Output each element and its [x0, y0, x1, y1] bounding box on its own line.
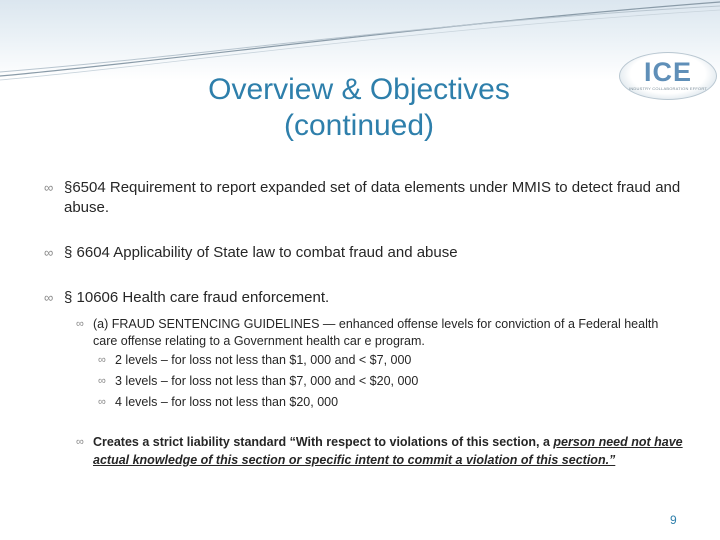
level-text: 2 levels – for loss not less than $1, 000 and < $7, 000: [115, 353, 412, 367]
slide-title: [150, 72, 568, 144]
slide-title-line2: (continued): [283, 109, 435, 142]
ice-logo: [619, 52, 717, 100]
bullet-text: § 10606 Health care fraud enforcement.: [64, 289, 330, 306]
sub-bullet-liability: [76, 434, 686, 469]
sub-bullet-text: (a) FRAUD SENTENCING GUIDELINES — enhanced offense levels for conviction of a Federal health care offense relating to a Government health car e program.: [93, 317, 659, 348]
bullet-6504: [44, 178, 684, 218]
page-number: 9: [670, 513, 677, 527]
infinity-bullet-icon: ∞: [98, 375, 106, 387]
bullet-text: §6504 Requirement to report expanded set of data elements under MMIS to detect fraud and abuse.: [64, 179, 681, 216]
sub-bullet-sentencing: [76, 316, 686, 350]
infinity-bullet-icon: ∞: [76, 436, 84, 448]
level-item: [98, 373, 658, 390]
bullet-6604: [44, 243, 684, 263]
level-item: [98, 352, 658, 369]
logo-mark: ICE: [643, 57, 692, 87]
slide-title-line1: Overview & Objectives: [208, 73, 510, 106]
liability-prefix: Creates a strict liability standard “With respect to violations of this section, a: [93, 435, 554, 449]
infinity-bullet-icon: ∞: [98, 354, 106, 366]
infinity-bullet-icon: ∞: [44, 245, 54, 260]
infinity-bullet-icon: ∞: [98, 396, 106, 408]
bullet-text: § 6604 Applicability of State law to combat fraud and abuse: [64, 244, 458, 261]
level-text: 3 levels – for loss not less than $7, 000 and < $20, 000: [115, 374, 419, 388]
infinity-bullet-icon: ∞: [44, 180, 54, 195]
bullet-10606: [44, 288, 684, 308]
infinity-bullet-icon: ∞: [76, 318, 84, 330]
level-item: [98, 394, 658, 411]
logo-subtext: INDUSTRY COLLABORATION EFFORT: [629, 86, 707, 91]
liability-emphasis: person need not have actual knowledge of this section or specific intent to commit a violation of this section.”: [93, 435, 683, 467]
level-text: 4 levels – for loss not less than $20, 000: [115, 395, 339, 409]
infinity-bullet-icon: ∞: [44, 290, 54, 305]
